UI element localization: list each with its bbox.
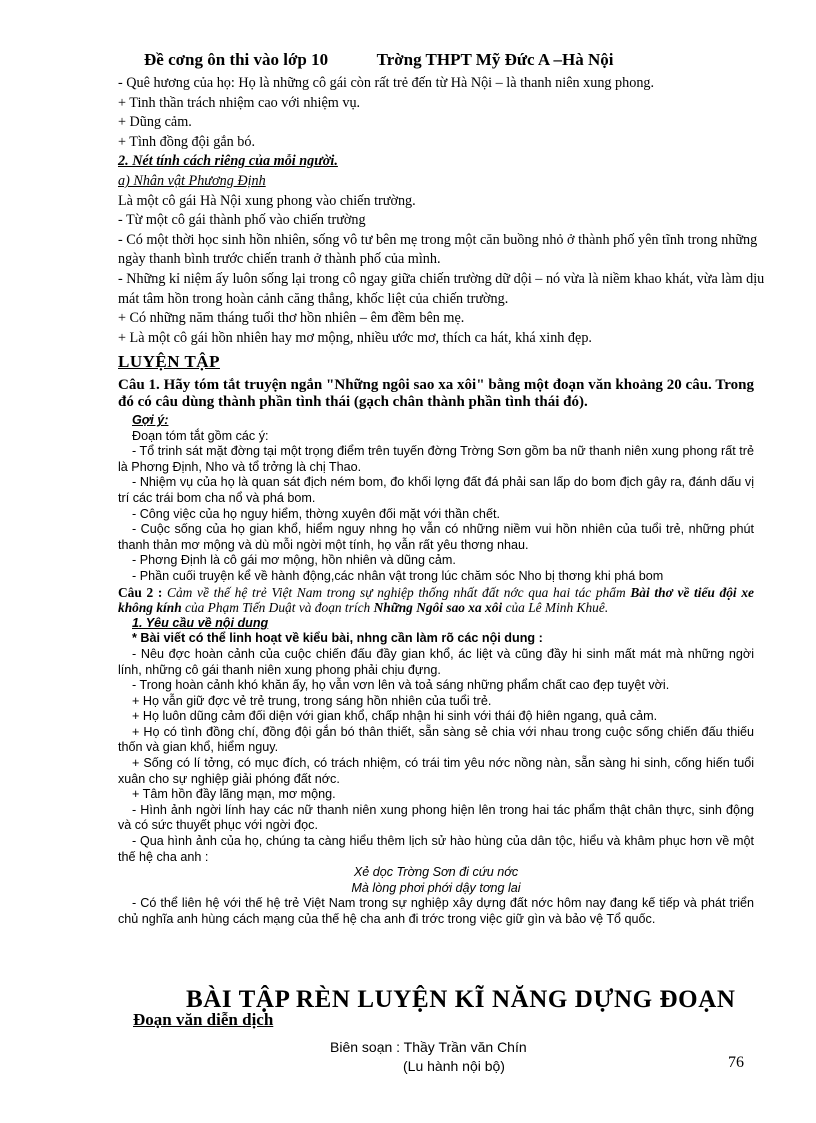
work-title: Bài thơ về tiểu đội xe không kính xyxy=(118,584,754,616)
text-line: + Có những năm tháng tuổi thơ hồn nhiên – êm đềm bên mẹ. xyxy=(118,310,465,327)
summary-item: - Cuộc sống của họ gian khổ, hiểm nguy nhng họ vẫn có những niềm vui hồn nhiên của tuổi trẻ, những phút thanh thản mơ mộng và dù mỗi ngời một tính, họ vẫn rất yêu thơng nhau. xyxy=(118,522,754,552)
section-practice xyxy=(118,377,754,928)
point-item: - Trong hoàn cảnh khó khăn ấy, họ vẫn vơn lên và toả sáng những phẩm chất cao đẹp tuyệt vời. xyxy=(132,678,670,693)
text-line: + Tình đồng đội gắn bó. xyxy=(118,133,255,150)
internal-circulation-note: (Lu hành nội bộ) xyxy=(403,1058,505,1074)
question-2-text: của Phạm Tiến Duật và đoạn trích xyxy=(185,600,371,616)
point-item: + Họ vẫn giữ đợc vẻ trẻ trung, trong sáng hồn nhiên của tuổi trẻ. xyxy=(132,693,492,708)
exercise-subtitle: Đoạn văn diễn dịch xyxy=(133,1010,274,1029)
text-line: Là một cô gái Hà Nội xung phong vào chiến trường. xyxy=(118,192,416,209)
text-line: + Tinh thần trách nhiệm cao với nhiệm vụ. xyxy=(118,94,361,111)
practice-title: LUYỆN TẬP xyxy=(118,352,220,371)
closing-paragraph: - Có thể liên hệ với thế hệ trẻ Việt Nam trong sự nghiệp xây dựng đất nớc hôm nay đang kế tiếp và phát triển chủ nghĩa anh hùng cách mạng của thế hệ cha anh đi trớc trong việc giữ gìn và bảo vệ Tổ quốc. xyxy=(118,896,754,926)
point-item: + Tâm hồn đầy lãng mạn, mơ mộng. xyxy=(132,787,336,802)
text-line: - Từ một cô gái thành phố vào chiến trường xyxy=(118,212,366,229)
hint-label: Gợi ý: xyxy=(132,413,169,427)
page-header xyxy=(144,50,613,70)
question-2-text: Cảm về thế hệ trẻ Việt Nam trong sự nghiệp thống nhất đất nớc qua hai tác phẩm xyxy=(167,584,626,600)
point-item: + Họ luôn dũng cảm đối diện với gian khổ, chấp nhận hi sinh với thái độ hiên ngang, quả cảm. xyxy=(132,709,658,724)
section-common-traits xyxy=(118,74,768,348)
text-paragraph: - Có một thời học sinh hồn nhiên, sống vô tư bên mẹ trong một căn buồng nhỏ ở thành phố yên tĩnh trong những ngày thanh bình trước chiến tranh ở thành phố của mình. xyxy=(118,231,758,268)
poem-line: Xẻ dọc Trờng Sơn đi cứu nớc xyxy=(353,865,519,880)
summary-item: - Nhiệm vụ của họ là quan sát địch ném bom, đo khối lợng đất đá phải san lấp do bom địch gây ra, đánh dấu vị trí các trái bom cha nổ và phá bom. xyxy=(118,475,754,505)
point-item: - Qua hình ảnh của họ, chúng ta càng hiểu thêm lịch sử hào hùng của dân tộc, hiểu và khâm phục hơn về một thế hệ cha anh : xyxy=(118,834,754,864)
requirements-note: * Bài viết có thể linh hoạt về kiểu bài, nhng cần làm rõ các nội dung : xyxy=(132,631,543,646)
page-number: 76 xyxy=(728,1054,744,1071)
subsection-heading: a) Nhân vật Phương Định xyxy=(118,172,266,189)
point-item: - Nêu đợc hoàn cảnh của cuộc chiến đấu đầy gian khổ, ác liệt và cũng đầy hi sinh mất mát mà những ngời lính, những cô gái thanh niên xung phong phải chịu đựng. xyxy=(118,646,754,677)
header-school: Trờng THPT Mỹ Đức A –Hà Nội xyxy=(376,50,614,69)
point-item: + Sống có lí tởng, có mục đích, có trách nhiệm, có trái tim yêu nớc nồng nàn, sẵn sàng hi sinh, cống hiến tuổi xuân cho sự nghiệp giải phóng đất nớc. xyxy=(118,756,754,786)
section-heading: 2. Nét tính cách riêng của mỗi người. xyxy=(118,153,338,170)
text-line: + Là một cô gái hồn nhiên hay mơ mộng, nhiều ước mơ, thích ca hát, khá xinh đẹp. xyxy=(118,329,592,346)
question-2-label: Câu 2 : xyxy=(118,584,163,600)
summary-item: - Công việc của họ nguy hiểm, thờng xuyên đối mặt với thần chết. xyxy=(132,506,500,521)
work-title: Những Ngôi sao xa xôi xyxy=(373,600,503,616)
exercise-title: BÀI TẬP RÈN LUYỆN KĨ NĂNG DỰNG ĐOẠN xyxy=(186,986,736,1013)
point-item: + Họ có tình đồng chí, đồng đội gắn bó thân thiết, sẵn sàng sẻ chia với nhau trong cuộc sống chiến đấu thiếu thốn và gian khổ, hiểm nguy. xyxy=(118,724,754,755)
point-item: - Hình ảnh ngời lính hay các nữ thanh niên xung phong hiện lên trong hai tác phẩm thật chân thực, sinh động và có sức thuyết phục với ngời đọc. xyxy=(118,802,754,833)
summary-item: - Tổ trinh sát mặt đờng tại một trọng điểm trên tuyến đờng Trờng Sơn gồm ba nữ thanh niên xung phong rất trẻ là Phơng Định, Nho và tổ trởng là chị Thao. xyxy=(118,444,754,474)
question-2-text: của Lê Minh Khuê. xyxy=(505,600,609,616)
text-paragraph: - Những kỉ niệm ấy luôn sống lại trong cô ngay giữa chiến trường dữ dội – nó vừa là niềm khao khát, vừa làm dịu mát tâm hồn trong hoàn cảnh căng thẳng, khốc liệt của chiến trường. xyxy=(118,270,765,307)
question-2 xyxy=(118,585,754,616)
text-line: + Dũng cảm. xyxy=(118,114,192,131)
author-credit: Biên soạn : Thầy Trần văn Chín xyxy=(330,1039,527,1055)
summary-item: - Phần cuối truyện kể về hành động,các nhân vật trong lúc chăm sóc Nho bị thơng khi phá bom xyxy=(132,568,664,583)
question-1: Câu 1. Hãy tóm tắt truyện ngắn "Những ngôi sao xa xôi" bằng một đoạn văn khoảng 20 câu. Trong đó có câu dùng thành phần tình thái (gạch chân thành phần tình thái đó). xyxy=(118,377,754,410)
header-title: Đề cơng ôn thi vào lớp 10 xyxy=(144,50,329,69)
text-line: - Quê hương của họ: Họ là những cô gái còn rất trẻ đến từ Hà Nội – là thanh niên xung phong. xyxy=(118,75,655,91)
requirements-heading: 1. Yêu cầu về nội dung xyxy=(132,615,269,630)
summary-intro: Đoạn tóm tắt gồm các ý: xyxy=(132,428,269,443)
summary-item: - Phơng Định là cô gái mơ mộng, hồn nhiên và dũng cảm. xyxy=(132,553,456,568)
poem-line: Mà lòng phơi phới dậy tơng lai xyxy=(351,880,521,895)
